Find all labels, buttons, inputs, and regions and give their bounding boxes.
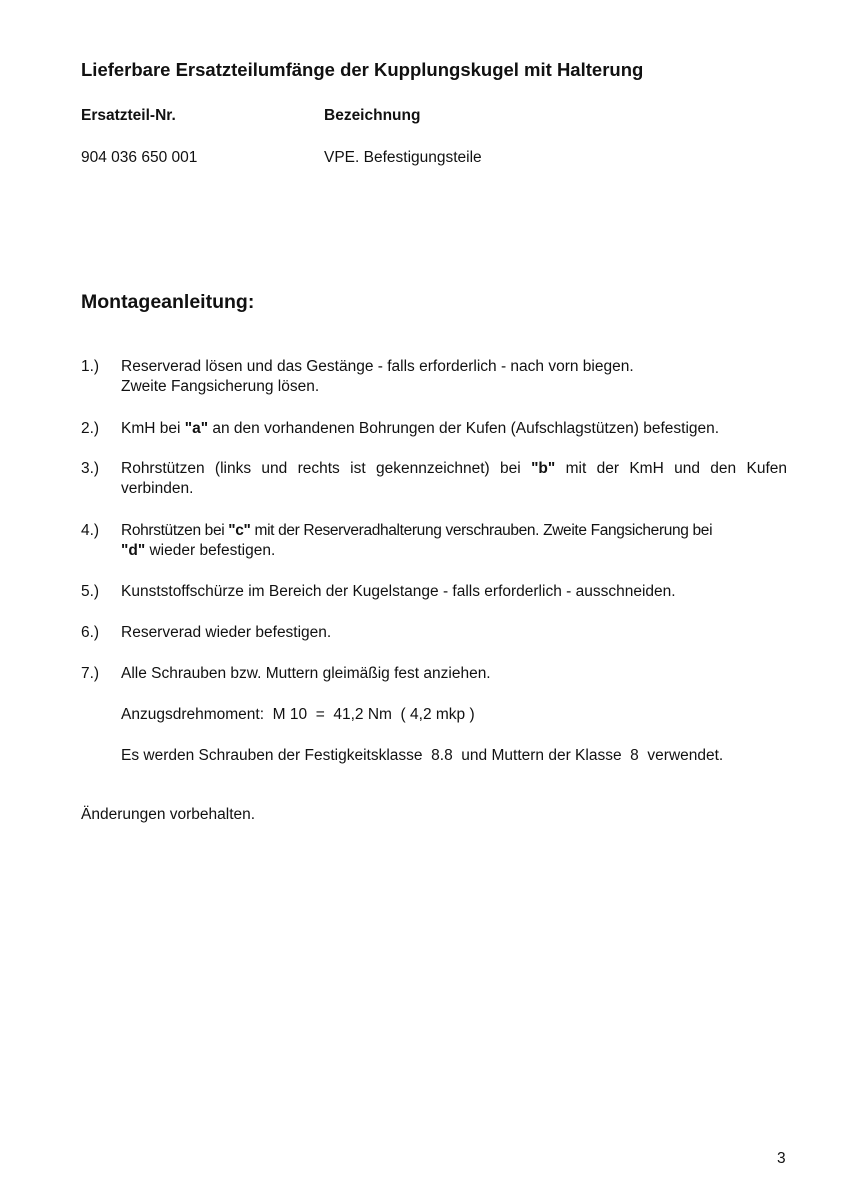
step-line: verbinden. [121, 480, 194, 497]
instructions-title: Montageanleitung: [81, 291, 255, 313]
column-header-part-number: Ersatzteil-Nr. [81, 107, 176, 124]
step-number: 1.) [81, 358, 100, 375]
step-text-part: an den vorhandenen Bohrungen der Kufen (Aufschlagstützen) befestigen. [208, 420, 720, 437]
step-text-part: Rohrstützen (links und rechts ist gekennzeichnet) bei [121, 460, 532, 477]
step-text-part: mit der Reserveradhalterung verschrauben. Zweite Fangsicherung bei [250, 522, 713, 539]
step-number: 7.) [81, 665, 100, 682]
part-number-cell: 904 036 650 001 [81, 149, 198, 166]
torque-note: Anzugsdrehmoment: M 10 = 41,2 Nm ( 4,2 mkp ) [121, 706, 475, 723]
column-header-description: Bezeichnung [324, 107, 421, 124]
step-text [121, 419, 787, 439]
step-line: Zweite Fangsicherung lösen. [121, 378, 320, 395]
step-number: 5.) [81, 583, 100, 600]
step-text [121, 459, 787, 499]
step-text [121, 623, 787, 643]
step-number: 2.) [81, 420, 100, 437]
step-text-part: KmH bei [121, 420, 185, 437]
step-line: Reserverad lösen und das Gestänge - falls erforderlich - nach vorn biegen. [121, 358, 634, 375]
part-description-cell: VPE. Befestigungsteile [324, 149, 482, 166]
grade-note: Es werden Schrauben der Festigkeitsklasse 8.8 und Muttern der Klasse 8 verwendet. [121, 747, 724, 764]
step-text-part: wieder befestigen. [145, 542, 276, 559]
step-text [121, 582, 787, 602]
step-marker: "b" [531, 460, 556, 477]
step-number: 3.) [81, 460, 100, 477]
step-text [121, 357, 787, 397]
step-number: 6.) [81, 624, 100, 641]
step-line: Reserverad wieder befestigen. [121, 624, 332, 641]
step-number: 4.) [81, 522, 100, 539]
step-line: Alle Schrauben bzw. Muttern gleimäßig fest anziehen. [121, 665, 491, 682]
step-marker: "d" [121, 542, 146, 559]
step-text [121, 521, 787, 561]
step-text-part: Rohrstützen bei [121, 522, 229, 539]
step-text [121, 664, 787, 684]
page-number: 3 [777, 1150, 786, 1167]
page-heading: Lieferbare Ersatzteilumfänge der Kupplungskugel mit Halterung [81, 59, 644, 80]
step-line: Kunststoffschürze im Bereich der Kugelstange - falls erforderlich - ausschneiden. [121, 583, 676, 600]
footer-note: Änderungen vorbehalten. [81, 806, 256, 823]
step-marker: "a" [184, 420, 209, 437]
step-marker: "c" [228, 522, 251, 539]
step-text-part: mit der KmH und den Kufen [555, 460, 787, 477]
